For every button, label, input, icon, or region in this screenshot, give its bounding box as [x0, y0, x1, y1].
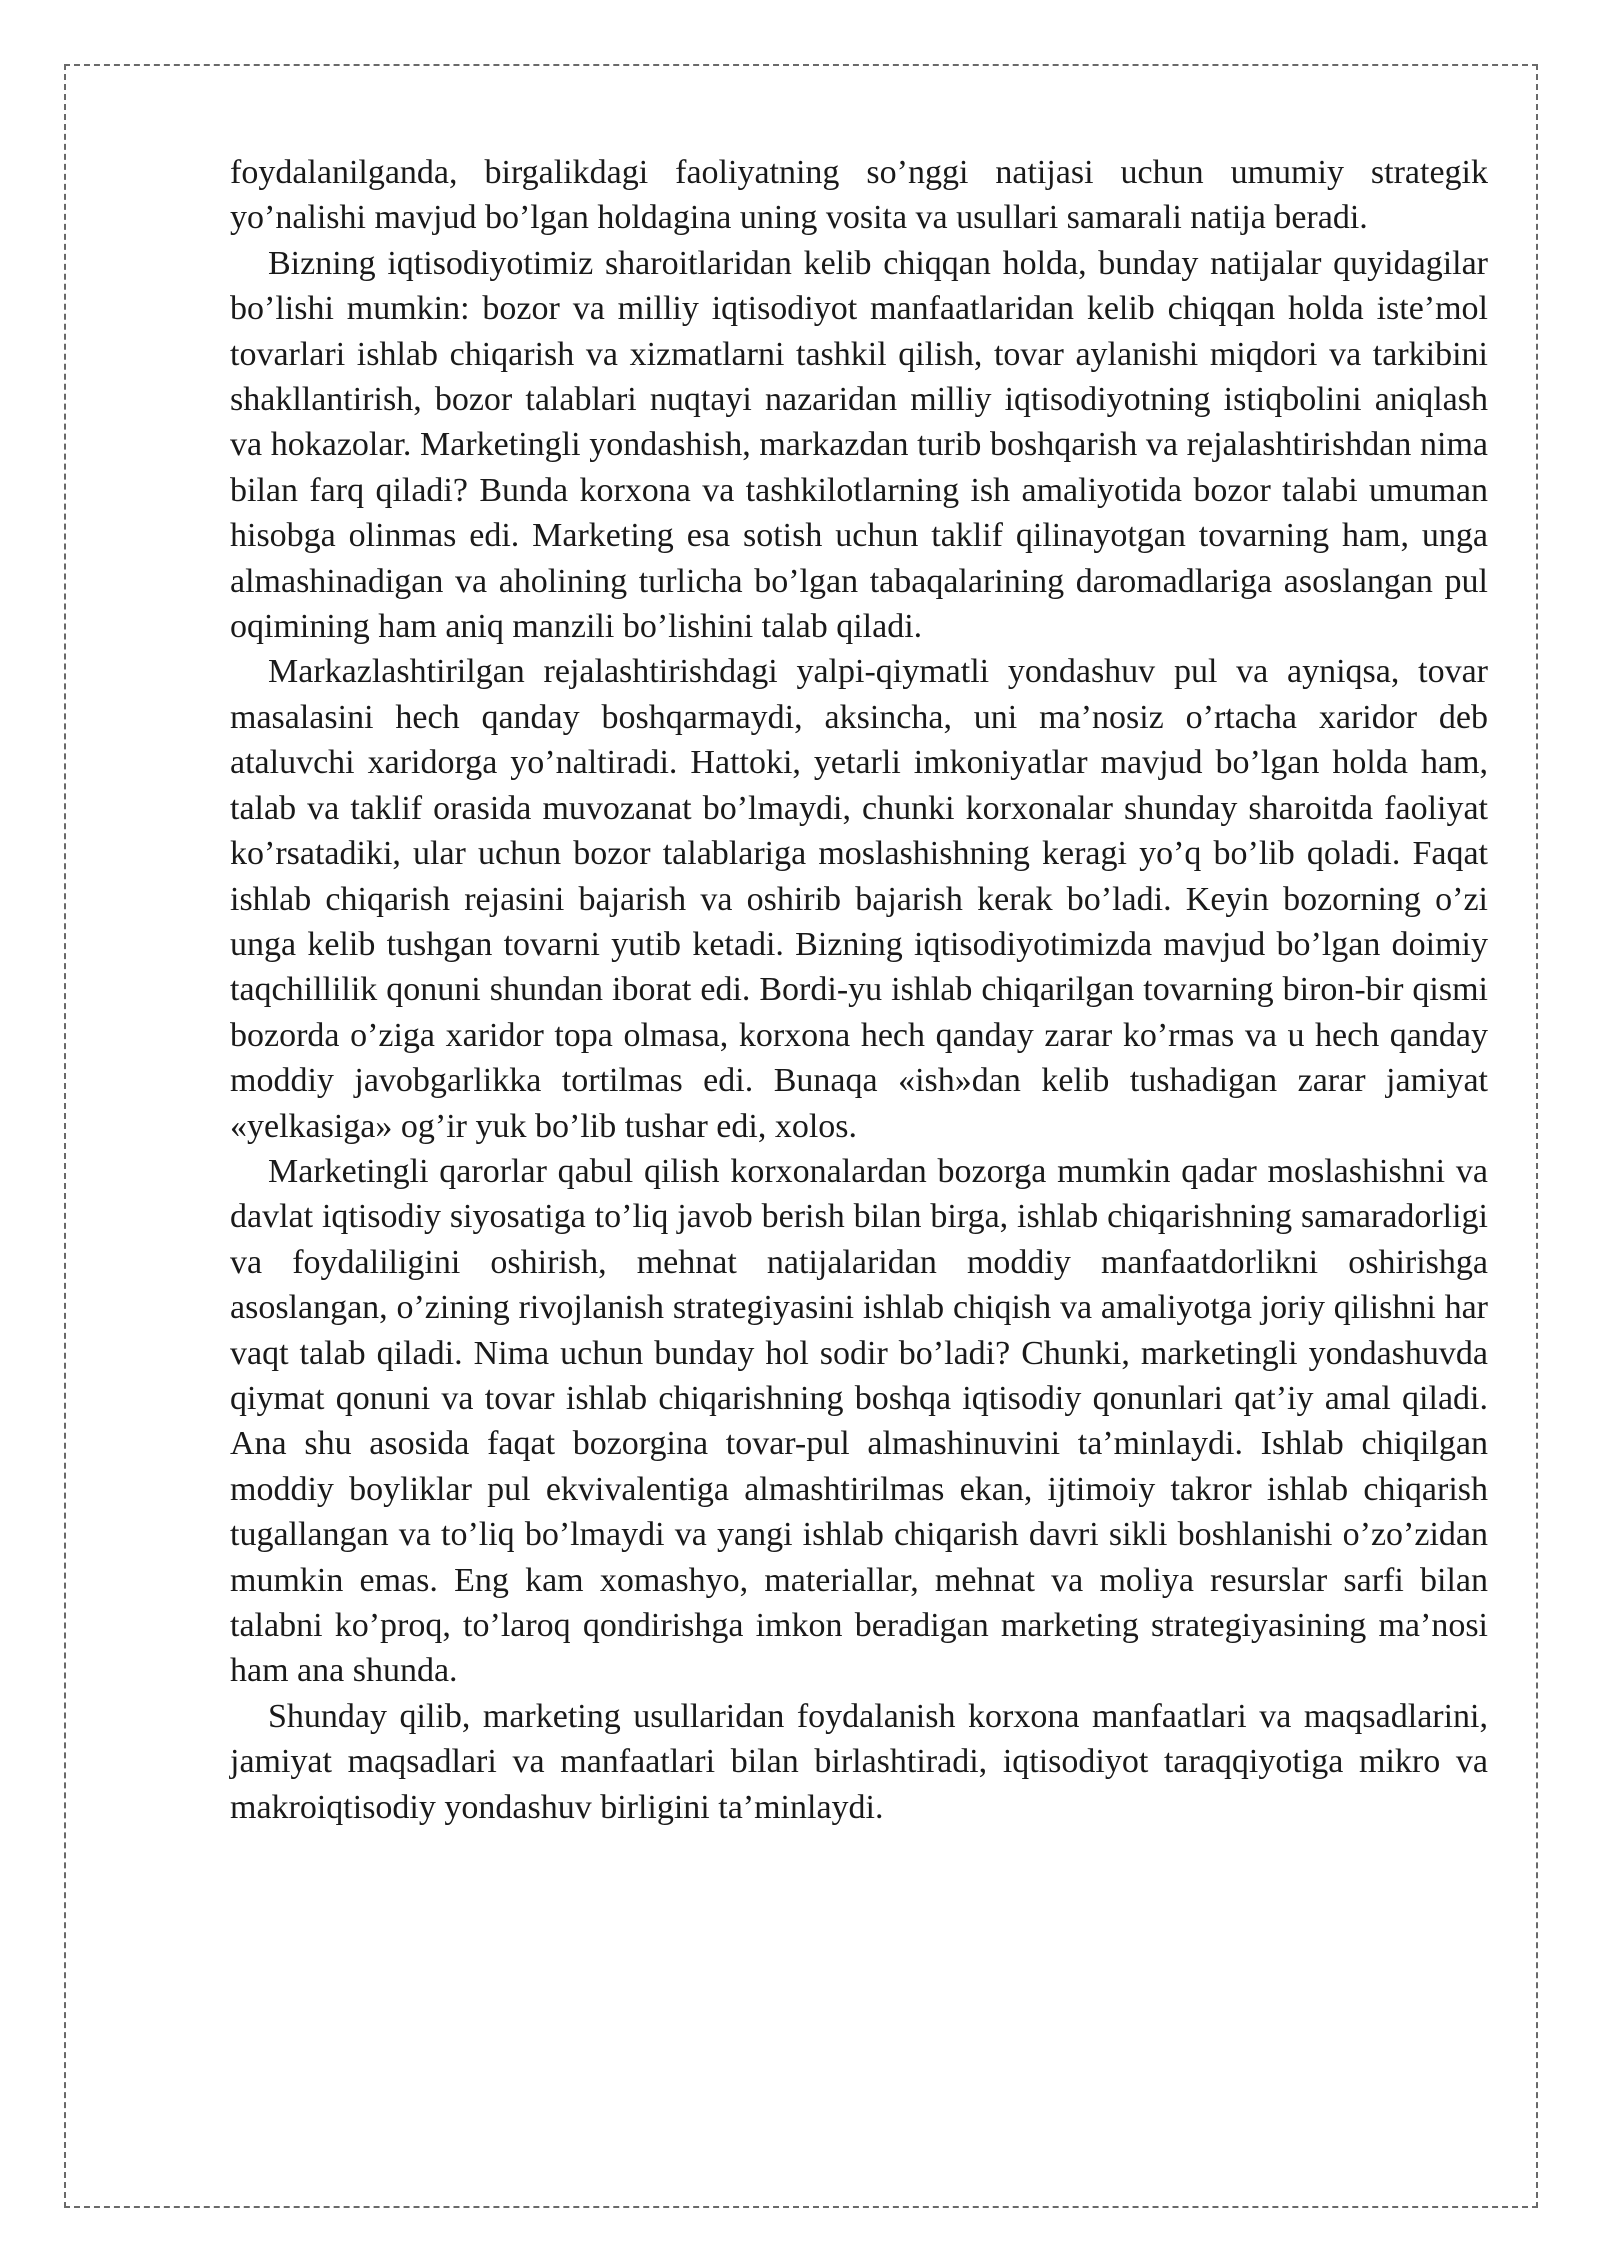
paragraph: Marketingli qarorlar qabul qilish korxonalardan bozorga mumkin qadar moslashishni va davlat iqtisodiy siyosatiga to’liq javob berish bilan birga, ishlab chiqarishning samaradorligi va foydaliligini oshirish, mehnat natijalaridan moddiy manfaatdorlikni oshirishga asoslangan, o’zining rivojlanish strategiyasini ishlab chiqish va amaliyotga joriy qilishni har vaqt talab qiladi. Nima uchun bunday hol sodir bo’ladi? Chunki, marketingli yondashuvda qiymat qonuni va tovar ishlab chiqarishning boshqa iqtisodiy qonunlari qat’iy amal qiladi. Ana shu asosida faqat bozorgina tovar-pul almashinuvini ta’minlaydi. Ishlab chiqilgan moddiy boyliklar pul ekvivalentiga almashtirilmas ekan, ijtimoiy takror ishlab chiqarish tugallangan va to’liq bo’lmaydi va yangi ishlab chiqarish davri sikli boshlanishi o’zo’zidan mumkin emas. Eng kam xomashyo, materiallar, mehnat va moliya resurslar sarfi bilan talabni ko’proq, to’laroq qondirishga imkon beradigan marketing strategiyasining ma’nosi ham ana shunda.: [230, 1152, 1488, 1690]
paragraph-continued: foydalanilganda, birgalikdagi faoliyatning so’nggi natijasi uchun umumiy strategik yo’nalishi mavjud bo’lgan holdagina uning vosita va usullari samarali natija beradi.: [230, 154, 1488, 237]
page-text: [230, 150, 1488, 1830]
paragraph: Markazlashtirilgan rejalashtirishdagi yalpi-qiymatli yondashuv pul va ayniqsa, tovar masalasini hech qanday boshqarmaydi, aksincha, uni ma’nosiz o’rtacha xaridor deb ataluvchi xaridorga yo’naltiradi. Hattoki, yetarli imkoniyatlar mavjud bo’lgan holda ham, talab va taklif orasida muvozanat bo’lmaydi, chunki korxonalar shunday sharoitda faoliyat ko’rsatadiki, ular uchun bozor talablariga moslashishning keragi yo’q bo’lib qoladi. Faqat ishlab chiqarish rejasini bajarish va oshirib bajarish kerak bo’ladi. Keyin bozorning o’zi unga kelib tushgan tovarni yutib ketadi. Bizning iqtisodiyotimizda mavjud bo’lgan doimiy taqchillilik qonuni shundan iborat edi. Bordi-yu ishlab chiqarilgan tovarning biron-bir qismi bozorda o’ziga xaridor topa olmasa, korxona hech qanday zarar ko’rmas va u hech qanday moddiy javobgarlikka tortilmas edi. Bunaqa «ish»dan kelib tushadigan zarar jamiyat «yelkasiga» og’ir yuk bo’lib tushar edi, xolos.: [230, 653, 1488, 1145]
paragraph: Shunday qilib, marketing usullaridan foydalanish korxona manfaatlari va maqsadlarini, jamiyat maqsadlari va manfaatlari bilan birlashtiradi, iqtisodiyot taraqqiyotiga mikro va makroiqtisodiy yondashuv birligini ta’minlaydi.: [230, 1697, 1488, 1826]
paragraph: Bizning iqtisodiyotimiz sharoitlaridan kelib chiqqan holda, bunday natijalar quyidagilar bo’lishi mumkin: bozor va milliy iqtisodiyot manfaatlaridan kelib chiqqan holda iste’mol tovarlari ishlab chiqarish va xizmatlarni tashkil qilish, tovar aylanishi miqdori va tarkibini shakllantirish, bozor talablari nuqtayi nazaridan milliy iqtisodiyotning istiqbolini aniqlash va hokazolar. Marketingli yondashish, markazdan turib boshqarish va rejalashtirishdan nima bilan farq qiladi? Bunda korxona va tashkilotlarning ish amaliyotida bozor talabi umuman hisobga olinmas edi. Marketing esa sotish uchun taklif qilinayotgan tovarning ham, unga almashinadigan va aholining turlicha bo’lgan tabaqalarining daromadlariga asoslangan pul oqimining ham aniq manzili bo’lishini talab qiladi.: [230, 244, 1488, 646]
